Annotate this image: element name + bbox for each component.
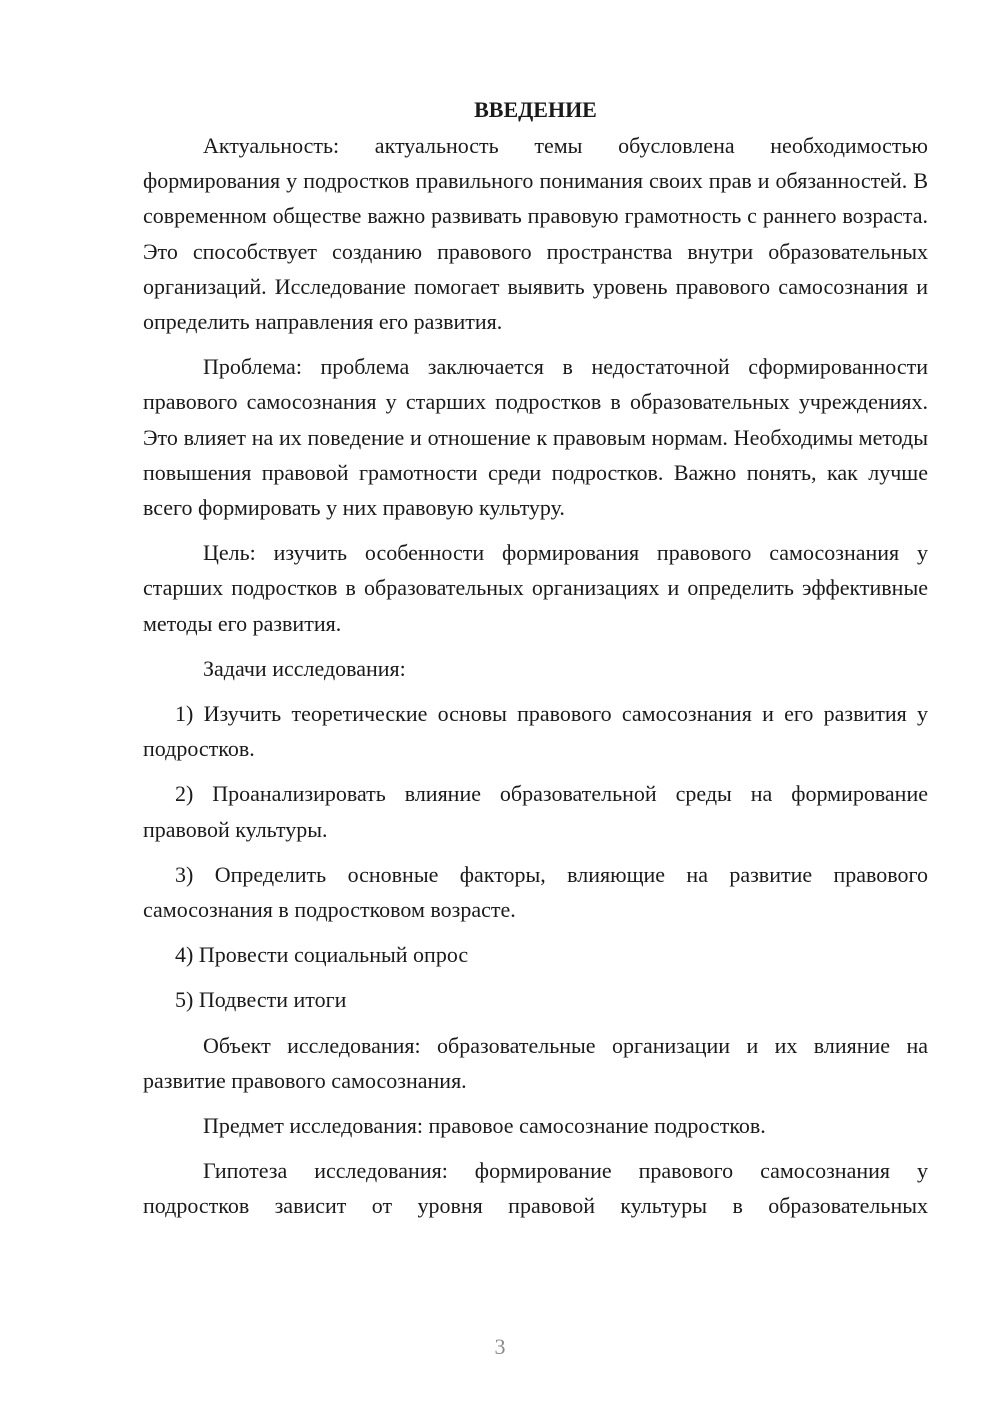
problem-paragraph: Проблема: проблема заключается в недостаточной сформированности правового самосознания у старших подростков в образовательных учреждениях. Это влияет на их поведение и отношение к правовым нормам. Необходимы методы повышения правовой грамотности среди подростков. Важно понять, как лучше всего формировать у них правовую культуру. [143, 354, 928, 521]
hypothesis-paragraph: Гипотеза исследования: формирование правового самосознания у подростков зависит от уровня правовой культуры в образовательных [143, 1158, 928, 1219]
task-item-1: 1) Изучить теоретические основы правового самосознания и его развития у подростков. [143, 701, 928, 762]
subject-paragraph: Предмет исследования: правовое самосознание подростков. [203, 1113, 766, 1139]
goal-paragraph: Цель: изучить особенности формирования правового самосознания у старших подростков в образовательных организациях и определить эффективные методы его развития. [143, 540, 928, 636]
page-number: 3 [494, 1334, 506, 1359]
tasks-heading: Задачи исследования: [203, 655, 406, 681]
task-item-2: 2) Проанализировать влияние образовательной среды на формирование правовой культуры. [143, 781, 928, 842]
object-paragraph: Объект исследования: образовательные организации и их влияние на развитие правового самосознания. [143, 1032, 928, 1093]
task-item-5: 5) Подвести итоги [175, 987, 347, 1013]
relevance-paragraph: Актуальность: актуальность темы обусловлена необходимостью формирования у подростков правильного понимания своих прав и обязанностей. В современном обществе важно развивать правовую грамотность с раннего возраста. Это способствует созданию правового пространства внутри образовательных организаций. Исследование помогает выявить уровень правового самосознания и определить направления его развития. [143, 133, 928, 335]
section-heading: ВВЕДЕНИЕ [474, 97, 597, 122]
task-item-3: 3) Определить основные факторы, влияющие на развитие правового самосознания в подростковом возрасте. [143, 861, 928, 923]
task-item-4: 4) Провести социальный опрос [175, 942, 469, 968]
document-page [143, 92, 928, 1234]
